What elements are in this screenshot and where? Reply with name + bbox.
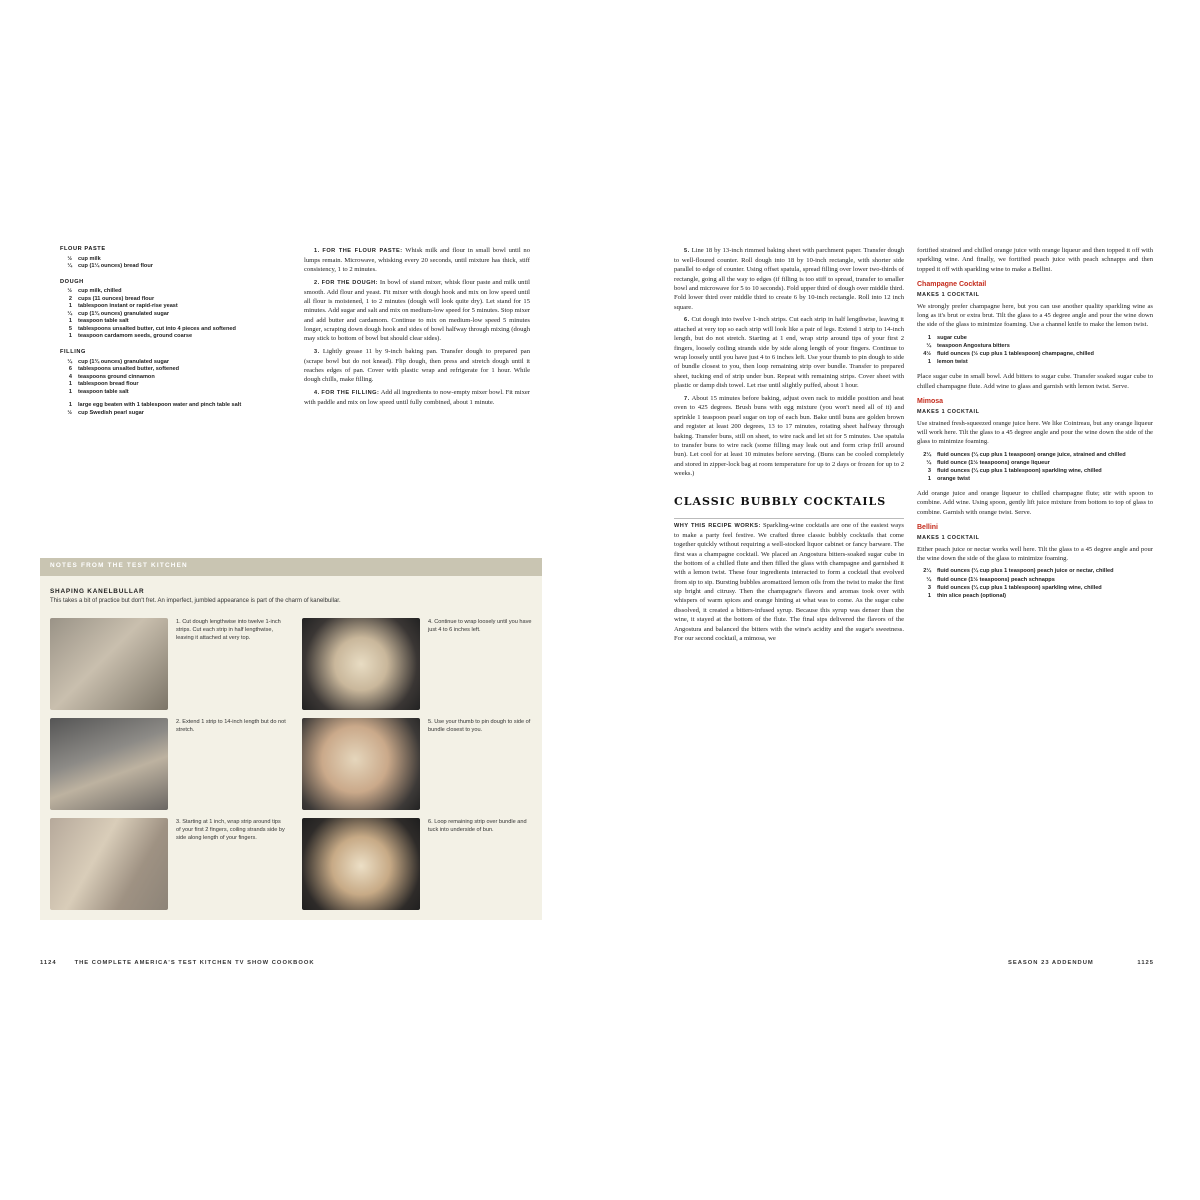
- why-text: Sparkling-wine cocktails are one of the easiest ways to make a party feel festive. We crafted three classic bubbly cocktails that come together quickly without requiring a well-stocked liquor cabinet or fancy barware. The first was a champagne cocktail. We placed an Angostura bitters-soaked sugar cube in the bottom of a chilled flute and then filled the glass with champagne and garnished it with a lemon twist. These four ingredients interacted to form a cocktail that evolved from sip to sip. Bursting bubbles aromatized lemon oils from the twist to make the first sip bright and citrusy. Then the champagne's flavors and aromas took over with whispers of warm spices and orange hinting at what was to come. As the sugar cube dissolved, it created a bitters-infused syrup. Because this syrup was denser than the wine, it stayed at the bottom of the flute. The final sips delivered the flavors of the Angostura and balanced the bitters with the wine's acidity and the sugar's sweetness. For our second cocktail, a mimosa, we: [674, 521, 905, 642]
- step-label: FOR THE DOUGH:: [321, 279, 378, 286]
- ingredient-text: fluid ounce (1½ teaspoons) orange liqueur: [937, 459, 1050, 466]
- recipe-step: [674, 246, 904, 312]
- right-page-number: 1125: [1137, 960, 1154, 966]
- cocktail-ingredient: [917, 592, 1153, 600]
- ingredient-section: [60, 279, 275, 341]
- ingredient-qty: ¼: [67, 358, 72, 365]
- step-number: 3.: [314, 348, 320, 355]
- ingredient-qty: 5: [68, 325, 72, 332]
- ingredient-line: [60, 381, 275, 389]
- step-text: Add all ingredients to now-empty mixer bowl. Fit mixer with paddle and mix on low speed until fully combined, about 1 minute.: [304, 388, 530, 406]
- test-kitchen-intro: This takes a bit of practice but don't fret. An imperfect, jumbled appearance is part of the charm of kanelbullar.: [50, 598, 341, 604]
- section-title: CLASSIC BUBBLY COCKTAILS: [674, 494, 904, 519]
- ingredient-qty: ¼: [67, 310, 72, 317]
- shaping-caption-2: 2. Extend 1 strip to 14-inch length but do not stretch.: [176, 719, 286, 734]
- step-number: 1.: [314, 248, 320, 254]
- ingredient-text: thin slice peach (optional): [937, 592, 1006, 599]
- step-text: About 15 minutes before baking, adjust oven rack to middle position and heat oven to 425 degrees. Brush buns with egg mixture (you won't need all of it) and sprinkle 1 teaspoon pearl sugar on top of each bun. Bake until buns are golden brown and register at least 200 degrees, 13 to 17 minutes, rotating sheet halfway through baking. Transfer buns, still on sheet, to wire rack and let sit for 5 minutes. Use spatula to transfer buns to wire rack (some filling may leak out and form crisp frill around bun). Let cool for at least 10 minutes before serving. (Buns can be cooled completely and stored in zipper-lock bag at room temperature for up to 2 days or frozen for up to 2 weeks.): [674, 394, 904, 477]
- ingredient-text: cup milk, chilled: [78, 288, 122, 295]
- ingredient-qty: 1: [68, 402, 72, 409]
- ingredient-line: [60, 288, 275, 296]
- ingredient-line: [60, 389, 275, 397]
- ingredient-qty: 1: [927, 359, 931, 366]
- ingredient-text: cup Swedish pearl sugar: [78, 409, 144, 416]
- recipe-step: [674, 394, 904, 479]
- ingredient-text: orange twist: [937, 475, 970, 482]
- ingredient-qty: 4: [68, 373, 72, 380]
- step-number: 4.: [314, 389, 320, 396]
- ingredient-qty: 2¼: [923, 568, 931, 575]
- ingredient-text: fluid ounces (¼ cup plus 1 tablespoon) sparkling wine, chilled: [937, 467, 1102, 474]
- ingredient-line: [60, 318, 275, 326]
- ingredient-qty: 6: [68, 366, 72, 373]
- left-page-footer: [40, 960, 540, 966]
- left-page-number: 1124: [40, 960, 57, 966]
- test-kitchen-title: SHAPING KANELBULLAR: [50, 588, 145, 595]
- ingredient-qty: 3: [927, 584, 931, 591]
- shaping-photo-6: [302, 818, 420, 910]
- cocktail-name: Mimosa: [917, 397, 944, 405]
- step-number: 6.: [684, 317, 690, 324]
- ingredient-text: fluid ounces (¼ cup plus 1 tablespoon) sparkling wine, chilled: [937, 584, 1102, 591]
- cocktail-name: Champagne Cocktail: [917, 281, 987, 289]
- step-text: Lightly grease 11 by 9-inch baking pan. Transfer dough to prepared pan (scrape bowl but do not knead). Flip dough, then press and stretch dough until it reaches edges of pan. Cover with plastic wrap and refrigerate for 1 hour. While dough chills, make filling.: [304, 347, 530, 384]
- ingredient-text: teaspoon cardamom seeds, ground coarse: [78, 333, 193, 340]
- test-kitchen-notes: [40, 558, 542, 920]
- ingredient-text: teaspoon Angostura bitters: [937, 342, 1010, 349]
- ingredient-text: cup (1¾ ounces) granulated sugar: [78, 358, 170, 365]
- ingredient-qty: 1: [68, 333, 72, 340]
- step-number: 7.: [684, 395, 690, 402]
- shaping-step-6: [302, 818, 538, 910]
- shaping-photo-3: [50, 818, 168, 910]
- ingredient-text: tablespoon bread flour: [78, 381, 139, 388]
- ingredient-qty: ¼: [926, 459, 931, 466]
- ingredient-list: [60, 246, 275, 425]
- step-text: Cut dough into twelve 1-inch strips. Cut each strip in half lengthwise, leaving it attached at very top so each strip will look like a pair of legs. Extend 1 strip to 14-inch length, but do not stretch. Starting at 1 end, wrap strip around tips of your first 2 fingers, loosely coiling strands side by side along length of your fingers. Continue to wrap loosely until you have just 4 to 6 inches left. Use your thumb to pin dough to side of bundle closest to you, then loop remaining strip over bundle. Transfer to prepared sheet, tucking end of strip under bun. Repeat with remaining strips. Cover sheet with plastic or damp dish towel. Let rise until slightly puffed, about 1 hour.: [674, 316, 904, 390]
- ingredient-line: [60, 303, 275, 311]
- shaping-photo-2: [50, 718, 168, 810]
- shaping-step-2: [50, 718, 286, 810]
- ingredient-text: cup (1¾ ounces) granulated sugar: [78, 310, 170, 317]
- ingredient-text: tablespoon instant or rapid-rise yeast: [78, 303, 178, 310]
- ingredient-qty: 1: [68, 381, 72, 388]
- ingredient-text: teaspoon table salt: [78, 388, 129, 395]
- ingredient-text: sugar cube: [937, 334, 967, 341]
- cocktail-yield: MAKES 1 COCKTAIL: [917, 535, 980, 542]
- step-text: In bowl of stand mixer, whisk flour paste and milk until smooth. Add flour and yeast. Fit mixer with dough hook and mix on low speed until all flour is moistened, 1 to 2 minutes (dough will look quite dry). Let stand for 15 minutes. Add sugar and salt and mix on medium-low speed for 5 minutes. Stop mixer and add butter and cardamom. Continue to mix on medium-low speed 5 minutes longer, scraping down dough hook and sides of bowl halfway through mixing (dough may stick to bottom of bowl but should clear sides).: [304, 278, 530, 343]
- ingredient-line: [60, 311, 275, 319]
- ingredient-qty: 3: [927, 467, 931, 474]
- shaping-step-5: [302, 718, 538, 810]
- cocktail-recipe: [917, 523, 1153, 600]
- shaping-step-3: [50, 818, 286, 910]
- ingredient-qty: 1: [68, 303, 72, 310]
- cocktail-ingredient: [917, 342, 1153, 350]
- shaping-caption-1: 1. Cut dough lengthwise into twelve 1-inch strips. Cut each strip in half lengthwise, leaving it attached at very top.: [176, 619, 281, 642]
- ingredient-line: [60, 326, 275, 334]
- book-title: THE COMPLETE AMERICA'S TEST KITCHEN TV SHOW COOKBOOK: [74, 960, 315, 966]
- cocktail-ingredient: [917, 358, 1153, 366]
- ingredient-qty: 1: [68, 388, 72, 395]
- cocktail-name: Bellini: [917, 524, 939, 532]
- ingredient-qty: ½: [67, 255, 72, 262]
- ingredient-text: cup (1¼ ounces) bread flour: [78, 263, 153, 270]
- cocktail-description: Use strained fresh-squeezed orange juice here. We like Cointreau, but any orange liqueur will work here. Tilt the glass to a 45 degree angle and pour the wine down the side of the glass to minimize foaming.: [917, 419, 1153, 446]
- ingredient-line: [60, 402, 275, 410]
- cocktail-method: Add orange juice and orange liqueur to chilled champagne flute; stir with spoon to combine. Add wine. Using spoon, gently lift juice mixture from bottom to top of glass to combine. Garnish with orange twist. Serve.: [917, 490, 1153, 516]
- cocktail-ingredient: [917, 584, 1153, 592]
- ingredient-qty: 2: [68, 295, 72, 302]
- ingredient-qty: ¼: [926, 576, 931, 583]
- cocktail-ingredient: [917, 576, 1153, 584]
- ingredient-line: [60, 263, 275, 271]
- step-label: FOR THE FLOUR PASTE:: [322, 248, 403, 254]
- ingredient-text: cups (11 ounces) bread flour: [78, 295, 155, 302]
- ingredient-line: [60, 410, 275, 418]
- shaping-caption-3: 3. Starting at 1 inch, wrap strip around tips of your first 2 fingers, coiling strands side by side along length of your fingers.: [176, 819, 285, 842]
- cocktail-recipe: [917, 397, 1153, 517]
- ingredient-text: lemon twist: [937, 359, 968, 366]
- ingredient-text: fluid ounces (½ cup plus 1 tablespoon) champagne, chilled: [937, 350, 1094, 357]
- step-number: 2.: [314, 279, 320, 286]
- recipe-step: [304, 347, 530, 385]
- ingredient-qty: ½: [67, 288, 72, 295]
- cocktail-yield: MAKES 1 COCKTAIL: [917, 408, 980, 415]
- cocktail-recipe: [917, 280, 1153, 391]
- cocktail-description: We strongly prefer champagne here, but you can use another quality sparkling wine as long as it's brut or extra brut. Tilt the glass to a 45 degree angle and pour the wine down the side of the glass to minimize foaming. Use a channel knife to make the lemon twist.: [917, 302, 1153, 329]
- cocktail-ingredient: [917, 467, 1153, 475]
- ingredient-qty: 4½: [923, 350, 931, 357]
- shaping-step-4: [302, 618, 538, 710]
- recipe-step: [674, 315, 904, 390]
- ingredient-line: [60, 366, 275, 374]
- ingredient-heading: DOUGH: [60, 278, 84, 285]
- cocktail-ingredients: [917, 451, 1153, 483]
- ingredient-qty: 1: [68, 318, 72, 325]
- ingredient-line: [60, 296, 275, 304]
- cocktail-recipes: [917, 246, 1153, 606]
- ingredient-qty: 1: [927, 475, 931, 482]
- ingredient-qty: 1: [927, 334, 931, 341]
- cocktail-ingredient: [917, 459, 1153, 467]
- ingredient-section: [60, 246, 275, 271]
- ingredient-heading: FLOUR PASTE: [60, 246, 106, 252]
- ingredient-qty: ¼: [926, 342, 931, 349]
- cocktail-description: Either peach juice or nectar works well here. Tilt the glass to a 45 degree angle and pour the wine down the side of the glass to minimize foaming.: [917, 545, 1153, 563]
- ingredient-text: fluid ounces (¼ cup plus 1 teaspoon) orange juice, strained and chilled: [937, 451, 1126, 458]
- ingredient-text: fluid ounces (¼ cup plus 1 teaspoon) peach juice or nectar, chilled: [937, 568, 1114, 575]
- recipe-steps-left: [304, 246, 530, 410]
- why-this-recipe-works: [674, 521, 904, 643]
- test-kitchen-bar: NOTES FROM THE TEST KITCHEN: [40, 558, 542, 576]
- recipe-step: [304, 246, 530, 275]
- ingredient-heading: FILLING: [60, 349, 86, 356]
- ingredient-line: [60, 256, 275, 264]
- ingredient-text: tablespoons unsalted butter, softened: [78, 366, 180, 373]
- shaping-photo-5: [302, 718, 420, 810]
- shaping-step-1: [50, 618, 286, 710]
- ingredient-section: [60, 349, 275, 417]
- cocktail-yield: MAKES 1 COCKTAIL: [917, 292, 980, 299]
- ingredient-qty: 2¼: [923, 451, 931, 458]
- cocktail-ingredient: [917, 334, 1153, 342]
- recipe-step: [304, 278, 530, 344]
- why-label: WHY THIS RECIPE WORKS:: [674, 522, 761, 529]
- ingredient-line: [60, 333, 275, 341]
- ingredient-qty: 1: [927, 592, 931, 599]
- ingredient-text: fluid ounce (1½ teaspoons) peach schnapps: [937, 576, 1055, 583]
- shaping-photo-4: [302, 618, 420, 710]
- ingredient-text: tablespoons unsalted butter, cut into 4 pieces and softened: [78, 325, 236, 332]
- ingredient-qty: ½: [67, 409, 72, 416]
- shaping-photo-1: [50, 618, 168, 710]
- step-text: Whisk milk and flour in small bowl until no lumps remain. Microwave, whisking every 20 seconds, until mixture has thick, stiff consistency, 1 to 2 minutes.: [304, 247, 530, 274]
- ingredient-line: [60, 359, 275, 367]
- section-footer: SEASON 23 ADDENDUM: [1008, 960, 1094, 966]
- cocktail-method: Place sugar cube in small bowl. Add bitters to sugar cube. Transfer soaked sugar cube to chilled champagne flute. Add wine to glass and garnish with lemon twist. Serve.: [917, 373, 1153, 390]
- cocktail-ingredients: [917, 567, 1153, 599]
- cocktail-ingredients: [917, 334, 1153, 366]
- ingredient-text: cup milk: [78, 255, 101, 262]
- step-text: Line 18 by 13-inch rimmed baking sheet with parchment paper. Transfer dough to well-floured counter. Roll dough into 18 by 10-inch rectangle, with shorter side parallel to edge of counter. Using offset spatula, spread filling over lower two-thirds of rectangle, going all the way to edges (if filling is too stiff to spread, transfer to smaller bowl and microwave for 5 to 10 seconds). Fold upper third of dough over middle third. Fold lower third over middle third to create 6 by 10-inch rectangle. Roll into 12 inch square.: [674, 247, 904, 311]
- recipe-step: [304, 388, 530, 407]
- step-label: FOR THE FILLING:: [321, 389, 380, 396]
- ingredient-qty: ¼: [67, 263, 72, 270]
- ingredient-text: teaspoon table salt: [78, 318, 129, 325]
- ingredient-text: teaspoons ground cinnamon: [78, 373, 155, 380]
- shaping-caption-6: 6. Loop remaining strip over bundle and tuck into underside of bun.: [428, 819, 527, 834]
- ingredient-line: [60, 374, 275, 382]
- ingredient-text: large egg beaten with 1 tablespoon water and pinch table salt: [78, 402, 242, 409]
- shaping-caption-4: 4. Continue to wrap loosely until you have just 4 to 6 inches left.: [428, 619, 532, 634]
- cocktail-ingredient: [917, 567, 1153, 575]
- shaping-caption-5: 5. Use your thumb to pin dough to side of bundle closest to you.: [428, 719, 531, 734]
- cocktail-ingredient: [917, 350, 1153, 358]
- step-number: 5.: [684, 248, 690, 254]
- cocktail-intro-cont: fortified strained and chilled orange juice with orange liqueur and then topped it off with sparkling wine. And finally, we fortified peach juice with peach schnapps and then topped it off with sparkling wine to make a Bellini.: [917, 247, 1153, 273]
- right-page-footer: [1008, 960, 1154, 966]
- cocktail-ingredient: [917, 475, 1153, 483]
- cocktail-ingredient: [917, 451, 1153, 459]
- recipe-steps-right: [674, 246, 904, 646]
